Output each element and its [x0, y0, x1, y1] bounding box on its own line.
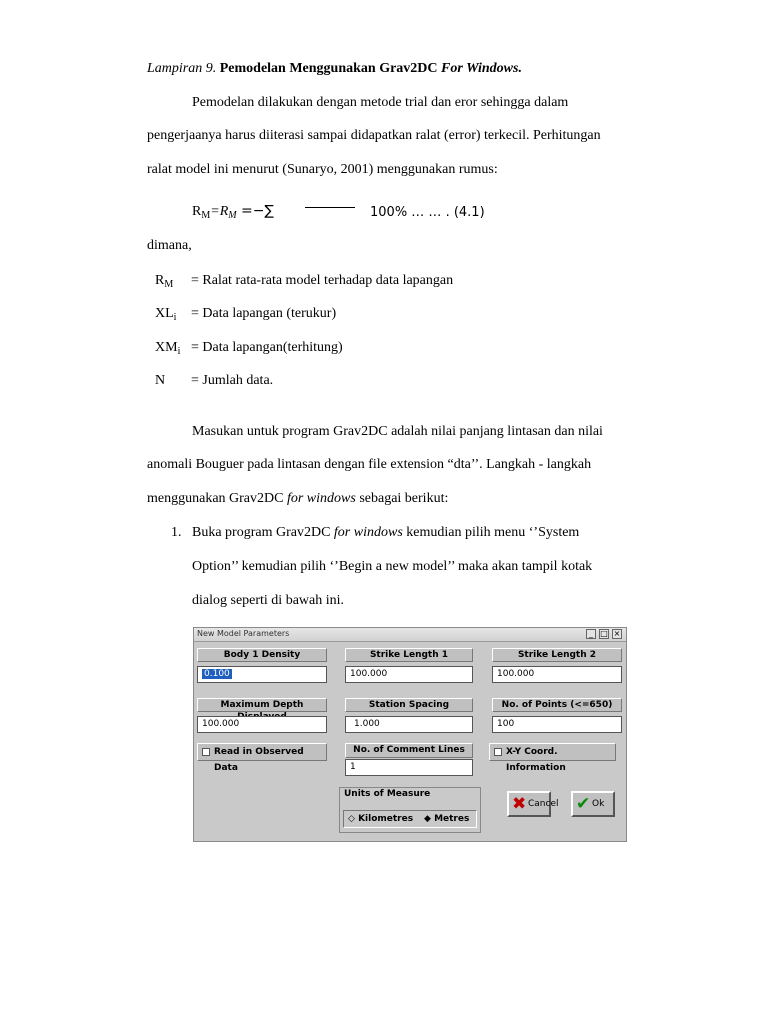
heading-title-italic: For Windows. — [441, 61, 522, 76]
list-line1: Buka program Grav2DC for windows kemudian pilih menu ‘’System — [192, 525, 580, 540]
paragraph2-line3: menggunakan Grav2DC for windows sebagai berikut: — [147, 491, 449, 506]
formula — [192, 203, 274, 221]
station-spacing-label: Station Spacing — [345, 698, 473, 712]
new-model-dialog — [193, 627, 627, 842]
def-symbol-rm: $R_M$ — [155, 273, 174, 290]
paragraph1-line1: Pemodelan dilakukan dengan metode trial dan eror sehingga dalam — [192, 95, 569, 110]
formula-mid-sub: M — [228, 210, 237, 221]
formula-lhs: R — [192, 204, 202, 219]
def-text-xm: = Data lapangan(terhitung) — [191, 340, 343, 355]
max-depth-label: Maximum Depth — [197, 698, 327, 712]
formula-lhs-sub: M — [201, 210, 211, 221]
def-symbol-n: N — [155, 373, 166, 388]
radio-kilometres[interactable]: ◇ Kilometres — [348, 814, 414, 824]
xy-coord-checkbox[interactable] — [489, 743, 616, 773]
radio-metres-label: Metres — [434, 814, 470, 824]
ok-button-label: Ok — [592, 799, 605, 809]
def-text-xl: = Data lapangan (terukur) — [191, 306, 337, 321]
strike-length2-label: Strike Length 2 — [492, 648, 622, 662]
cancel-button[interactable] — [507, 791, 559, 817]
ok-button[interactable] — [571, 791, 615, 817]
formula-sum: =−∑ — [236, 203, 274, 219]
xy-coord-label: X-Y Coord. Information — [506, 747, 566, 773]
strike-length1-label: Strike Length 1 — [345, 648, 473, 662]
minimize-icon[interactable]: _ — [586, 629, 596, 639]
dialog-title: New Model Parameters — [197, 629, 290, 638]
strike-length1-input[interactable]: 100.000 — [345, 666, 473, 683]
checkbox-box[interactable] — [202, 748, 210, 756]
num-points-label: No. of Points (<=650) — [492, 698, 622, 712]
body1-density-label: Body 1 Density — [197, 648, 327, 662]
radio-kilometres-label: Kilometres — [358, 814, 414, 824]
list-line2: Option’’ kemudian pilih ‘’Begin a new model’’ maka akan tampil kotak — [192, 559, 593, 574]
dialog-titlebar — [194, 628, 626, 642]
comment-lines-label: No. of Comment Lines — [345, 743, 473, 758]
heading-title: Pemodelan Menggunakan Grav2DC — [216, 61, 442, 76]
cancel-button-label: Cancel — [528, 799, 559, 809]
paragraph2-line1: Masukan untuk program Grav2DC adalah nilai panjang lintasan dan nilai — [192, 424, 603, 439]
paragraph1-line2: pengerjaanya harus diiterasi sampai didapatkan ralat (error) terkecil. Perhitungan — [147, 128, 601, 143]
comment-lines-input[interactable]: 1 — [345, 759, 473, 776]
checkbox-box[interactable] — [494, 748, 502, 756]
list-line3: dialog seperti di bawah ini. — [192, 593, 345, 608]
formula-mid: =R — [210, 204, 229, 219]
fraction-bar — [305, 207, 355, 208]
paragraph1-line3: ralat model ini menurut (Sunaryo, 2001) menggunakan rumus: — [147, 162, 498, 177]
appendix-heading — [147, 61, 522, 77]
dimana-text: dimana, — [147, 238, 192, 253]
list-number: 1. — [171, 525, 182, 540]
paragraph2-line2: anomali Bouguer pada lintasan dengan file extension “dta’’. Langkah - langkah — [147, 457, 592, 472]
max-depth-input[interactable]: 100.000 — [197, 716, 327, 733]
def-text-n: = Jumlah data. — [191, 373, 274, 388]
def-symbol-xl: $XL_i$ — [155, 306, 177, 323]
station-spacing-input[interactable]: 1.000 — [345, 716, 473, 733]
checkmark-icon: ✔ — [576, 794, 591, 814]
radio-metres[interactable]: ◆ Metres — [424, 814, 470, 824]
num-points-input[interactable]: 100 — [492, 716, 622, 733]
cancel-x-icon: ✖ — [512, 794, 527, 814]
def-symbol-xm: $XM_i$ — [155, 340, 181, 357]
units-radio-group — [343, 810, 477, 828]
body1-density-input[interactable]: 0.100 — [197, 666, 327, 683]
read-observed-checkbox[interactable] — [197, 743, 327, 773]
heading-number: Lampiran 9. — [147, 61, 217, 76]
maximize-icon[interactable]: □ — [600, 629, 608, 638]
units-label: Units of Measure — [344, 789, 431, 799]
read-observed-label: Read in Observed Data — [214, 747, 304, 773]
units-group — [339, 787, 481, 833]
formula-tail: 100% … … . (4.1) — [370, 205, 485, 220]
close-icon[interactable]: × — [613, 629, 621, 638]
def-text-rm: = Ralat rata-rata model terhadap data lapangan — [191, 273, 454, 288]
strike-length2-input[interactable]: 100.000 — [492, 666, 622, 683]
